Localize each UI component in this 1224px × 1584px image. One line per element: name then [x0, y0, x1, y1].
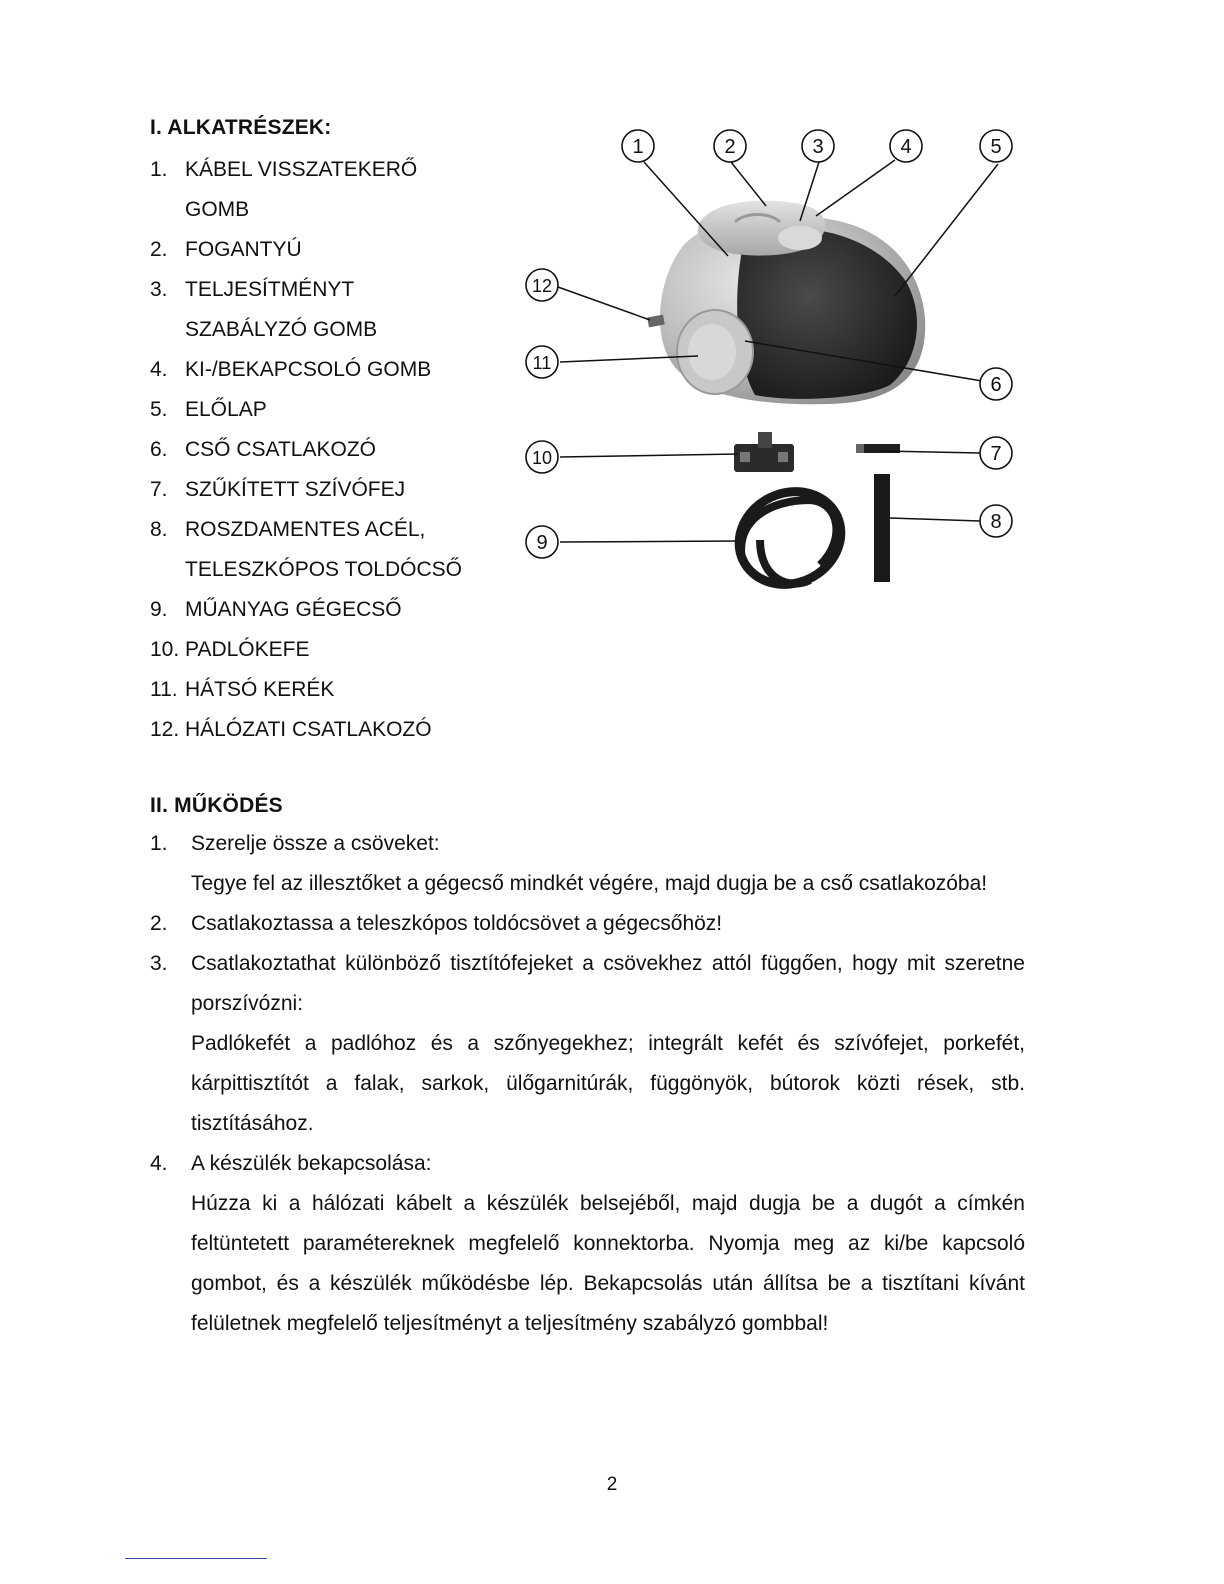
callout-label: 5: [990, 136, 1002, 158]
section-heading-parts: I. ALKATRÉSZEK:: [150, 116, 332, 139]
step-body: Húzza ki a hálózati kábelt a készülék belsejéből, majd dugja be a dugót a címkén feltüntetett paramétereknek megfelelő konnektorba. Nyomja meg az ki/be kapcsoló gombot, és a készülék működésbe lép. Bekapcsolás után állítsa be a tisztítani kívánt felületnek megfelelő teljesítményt a teljesítmény szabályzó gombbal!: [191, 1192, 1025, 1335]
telescopic-tube: [874, 474, 890, 582]
section-heading-operation: II. MŰKÖDÉS: [150, 794, 283, 817]
parts-list: [150, 150, 462, 750]
step-body: Tegye fel az illesztőket a gégecső mindkét végére, majd dugja be a cső csatlakozóba!: [191, 872, 988, 895]
floor-brush: [734, 432, 794, 472]
callout-label: 9: [536, 532, 548, 554]
callout-label: 7: [990, 443, 1002, 465]
list-item: 5. ELŐLAP: [150, 398, 267, 421]
list-item: 3. Csatlakoztathat különböző tisztítófejeket a csövekhez attól függően, hogy mit szeretne porszívózni: Padlókefét a padlóhoz és a szőnyegekhez; integrált kefét és szívófejet, porkefét, kárpittisztítót a falak, sarkok, ülőgarnitúrák, függönyök, bútorok közti rések, stb. tisztításához.: [150, 944, 1025, 1144]
callout-label: 6: [990, 374, 1002, 396]
operation-steps: [150, 824, 1025, 1344]
footnote-divider: [125, 1558, 267, 1559]
step-lead: Csatlakoztathat különböző tisztítófejeket a csövekhez attól függően, hogy mit szeretne porszívózni:: [191, 952, 1025, 1015]
callout-label: 11: [532, 353, 552, 373]
list-item: 6. CSŐ CSATLAKOZÓ: [150, 438, 376, 461]
list-item: 10. PADLÓKEFE: [150, 638, 310, 661]
step-body: Padlókefét a padlóhoz és a szőnyegekhez; integrált kefét és szívófejet, porkefét, kárpittisztítót a falak, sarkok, ülőgarnitúrák, függönyök, bútorok közti rések, stb. tisztításához.: [191, 1032, 1025, 1135]
list-item: 1. Szerelje össze a csöveket: Tegye fel az illesztőket a gégecső mindkét végére, majd dugja be a cső csatlakozóba!: [150, 824, 1025, 904]
vacuum-body: [647, 201, 925, 405]
list-item: 7. SZŰKÍTETT SZÍVÓFEJ: [150, 478, 406, 501]
list-item: 2. Csatlakoztassa a teleszkópos toldócsövet a gégecsőhöz!: [150, 904, 1025, 944]
callout-label: 12: [531, 276, 553, 296]
list-item: 11. HÁTSÓ KERÉK: [150, 678, 335, 701]
list-item: 4. A készülék bekapcsolása: Húzza ki a hálózati kábelt a készülék belsejéből, majd dugja be a dugót a címkén feltüntetett paramétereknek megfelelő konnektorba. Nyomja meg az ki/be kapcsoló gombot, és a készülék működésbe lép. Bekapcsolás után állítsa be a tisztítani kívánt felületnek megfelelő teljesítményt a teljesítmény szabályzó gombbal!: [150, 1144, 1025, 1344]
step-lead: Csatlakoztassa a teleszkópos toldócsövet a gégecsőhöz!: [191, 912, 723, 935]
callout-label: 4: [900, 136, 912, 158]
step-lead: A készülék bekapcsolása:: [191, 1152, 432, 1175]
callout-label: 3: [812, 136, 824, 158]
callout-label: 8: [990, 511, 1002, 533]
hose: [724, 475, 856, 600]
list-item: 8. ROSZDAMENTES ACÉL, TELESZKÓPOS TOLDÓCSŐ: [150, 518, 462, 581]
list-item: 1. KÁBEL VISSZATEKERŐ GOMB: [150, 158, 418, 221]
list-item: 9. MŰANYAG GÉGECSŐ: [150, 598, 402, 621]
list-item: 3. TELJESÍTMÉNYT SZABÁLYZÓ GOMB: [150, 278, 378, 341]
vacuum-cleaner-diagram: [510, 120, 1030, 600]
list-item: 12. HÁLÓZATI CSATLAKOZÓ: [150, 718, 432, 741]
callout-label: 10: [531, 448, 553, 468]
list-item: 2. FOGANTYÚ: [150, 238, 302, 261]
callout-label: 1: [632, 136, 644, 158]
page-number: 2: [606, 1474, 618, 1495]
list-item: 4. KI-/BEKAPCSOLÓ GOMB: [150, 358, 432, 381]
callout-label: 2: [724, 136, 736, 158]
step-lead: Szerelje össze a csöveket:: [191, 832, 440, 855]
